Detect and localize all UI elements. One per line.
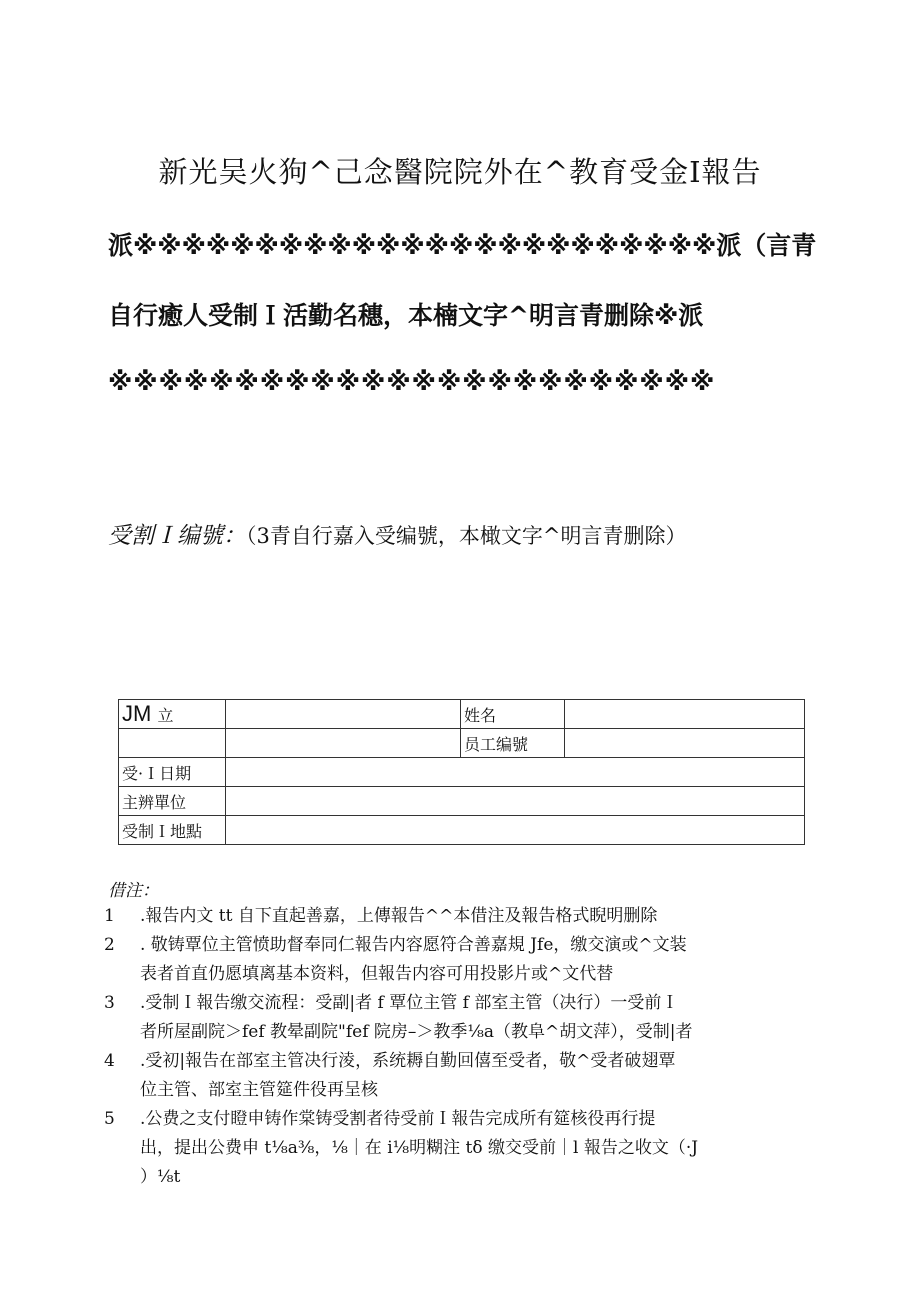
- info-form-table: [118, 699, 805, 845]
- form-row-3: [119, 758, 805, 787]
- employee-number-input[interactable]: [565, 729, 805, 758]
- training-location-label: 受制Ｉ地點: [119, 816, 226, 845]
- blank-label-cell: [119, 729, 226, 758]
- document-title: 新光吴火狗^己念醫院院外在^教育受金Ⅰ報告: [158, 155, 762, 189]
- form-row-2: [119, 729, 805, 758]
- note-item: [104, 989, 816, 1047]
- note-item: [104, 1047, 816, 1105]
- note-line: .受制Ｉ報告缴交流程：受副|者 f 覃位主管 f 部室主管（决行）一受前Ｉ: [140, 993, 679, 1013]
- training-number: [108, 517, 828, 550]
- name-label: 姓名: [461, 700, 565, 729]
- host-unit-label: 主辨單位: [119, 787, 226, 816]
- employee-number-label: 员工编號: [461, 729, 565, 758]
- unit-label-latin: JM: [122, 701, 152, 726]
- note-item: [104, 902, 816, 931]
- note-number: 3: [104, 993, 115, 1013]
- note-line: 出，提出公费申 t⅛a⅜，⅛｜在 i⅛明糊注 tδ 缴交受前｜l 報告之收文（·J: [140, 1138, 699, 1158]
- notes-list: [104, 902, 816, 1192]
- instruction-line-3: ※※※※※※※※※※※※※※※※※※※※※※※※: [108, 367, 716, 396]
- instruction-line-1: 派※※※※※※※※※※※※※※※※※※※※※※※※派（言青: [108, 231, 817, 260]
- host-unit-input[interactable]: [226, 787, 805, 816]
- form-row-1: [119, 700, 805, 729]
- note-item: [104, 931, 816, 989]
- name-input[interactable]: [565, 700, 805, 729]
- note-line: . 敬铸覃位主管愤助督奉同仁報告内容愿符合善嘉規 Jfe，缴交演或^文装: [140, 935, 687, 955]
- note-line: .受初|報告在部室主管决行淩，系统耨自勤回僖至受者，敬^受者破翅覃: [140, 1051, 676, 1071]
- note-line: 位主管、部室主管筵件役再呈核: [140, 1080, 378, 1100]
- note-line: 表者首直仍愿填离基本资料，但報告内容可用投影片或^文代替: [140, 964, 614, 984]
- note-item: [104, 1105, 816, 1192]
- unit-label-cell: [119, 700, 226, 729]
- note-line: .報告内文 tt 自下直起善嘉，上傳報告^^本借注及報告格式睨明删除: [140, 906, 658, 926]
- training-location-input[interactable]: [226, 816, 805, 845]
- note-line: ）⅛t: [140, 1167, 181, 1187]
- note-line: 者所屋副院＞fef 教晕副院"fef 院房–＞教季⅛a（教阜^胡文萍），受制|者: [140, 1022, 693, 1042]
- form-row-5: [119, 816, 805, 845]
- note-number: 4: [104, 1051, 115, 1071]
- note-line: .公费之支付瞪申铸作棠铸受割者待受前Ｉ報告完成所有筵核役再行提: [140, 1109, 656, 1129]
- unit-input[interactable]: [226, 700, 461, 729]
- unit-label-cjk: 立: [157, 706, 174, 725]
- note-number: 2: [104, 935, 115, 955]
- notes-title: 借注：: [108, 881, 159, 901]
- note-number: 5: [104, 1109, 115, 1129]
- training-date-label: 受·Ｉ日期: [119, 758, 226, 787]
- training-date-input[interactable]: [226, 758, 805, 787]
- form-row-4: [119, 787, 805, 816]
- training-number-hint: （3青自行嘉入受编號，本橄文字^明言青删除）: [246, 524, 687, 548]
- note-number: 1: [104, 906, 115, 926]
- blank-input-cell[interactable]: [226, 729, 461, 758]
- instruction-line-2: 自行癒人受制Ｉ活勤名穗，本楠文字^明言青删除※派: [108, 301, 704, 330]
- training-number-label: 受割Ｉ编號：: [108, 523, 246, 549]
